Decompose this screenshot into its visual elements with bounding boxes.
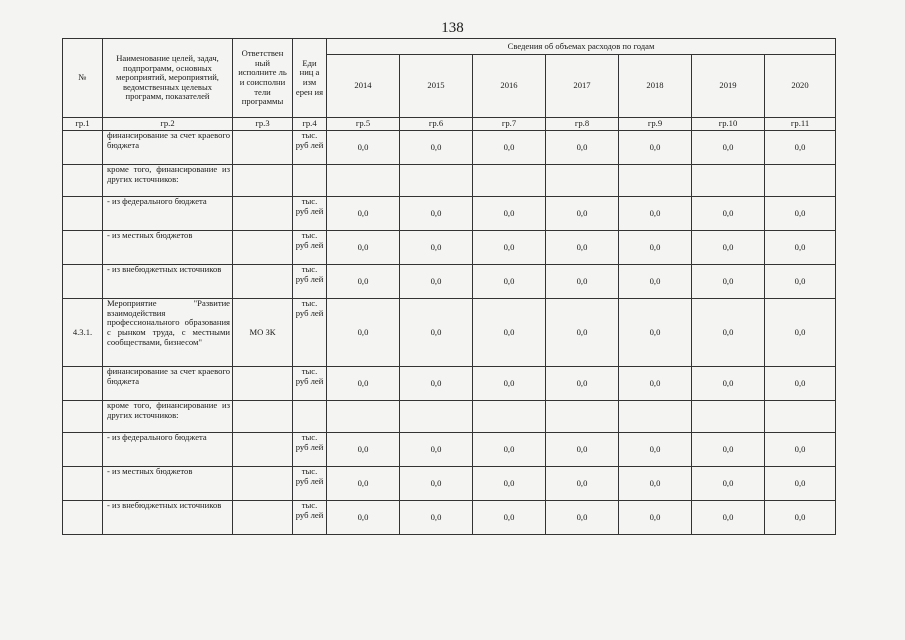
row-value — [327, 401, 400, 433]
row-value — [473, 401, 546, 433]
page-number: 138 — [441, 20, 464, 36]
row-value — [327, 165, 400, 197]
row-value: 0,0 — [546, 467, 619, 501]
row-value — [619, 165, 692, 197]
row-value: 0,0 — [473, 433, 546, 467]
row-value: 0,0 — [765, 131, 836, 165]
row-value: 0,0 — [327, 501, 400, 535]
col-number: гр.9 — [619, 118, 692, 131]
header-year: 2015 — [400, 55, 473, 118]
row-value: 0,0 — [692, 467, 765, 501]
row-value: 0,0 — [546, 501, 619, 535]
row-value — [692, 401, 765, 433]
row-name: кроме того, финансирование из других источников: — [103, 165, 233, 197]
row-name: кроме того, финансирование из других источников: — [103, 401, 233, 433]
row-value: 0,0 — [619, 231, 692, 265]
row-value: 0,0 — [619, 501, 692, 535]
col-number: гр.1 — [63, 118, 103, 131]
row-value: 0,0 — [327, 467, 400, 501]
row-value: 0,0 — [327, 231, 400, 265]
row-responsible — [233, 197, 293, 231]
row-name: Мероприятие "Развитие взаимодействия профессионального образования с рынком труда, с местными сообществами, бизнесом" — [103, 299, 233, 367]
row-responsible — [233, 131, 293, 165]
header-name: Наименование целей, задач, подпрограмм, основных мероприятий, мероприятий, ведомственных целевых программ, показателей — [103, 39, 233, 118]
row-unit — [293, 165, 327, 197]
row-name: - из внебюджетных источников — [103, 501, 233, 535]
header-num: № — [63, 39, 103, 118]
row-value: 0,0 — [765, 197, 836, 231]
header-year: 2014 — [327, 55, 400, 118]
row-value: 0,0 — [400, 231, 473, 265]
table-row — [63, 433, 836, 467]
row-value: 0,0 — [692, 433, 765, 467]
row-value: 0,0 — [400, 367, 473, 401]
row-value: 0,0 — [546, 131, 619, 165]
header-unit: Еди ниц а изм ерен ия — [293, 39, 327, 118]
row-value: 0,0 — [473, 501, 546, 535]
row-value: 0,0 — [692, 197, 765, 231]
row-responsible — [233, 265, 293, 299]
row-number — [63, 231, 103, 265]
row-value — [692, 165, 765, 197]
row-value: 0,0 — [400, 197, 473, 231]
table-row — [63, 231, 836, 265]
row-number — [63, 401, 103, 433]
row-unit: тыс. руб лей — [293, 367, 327, 401]
row-value: 0,0 — [692, 367, 765, 401]
row-value: 0,0 — [400, 501, 473, 535]
col-number: гр.8 — [546, 118, 619, 131]
row-value: 0,0 — [765, 299, 836, 367]
row-value: 0,0 — [327, 131, 400, 165]
row-unit: тыс. руб лей — [293, 467, 327, 501]
row-name: - из федерального бюджета — [103, 197, 233, 231]
row-value — [546, 165, 619, 197]
row-value — [765, 401, 836, 433]
row-value: 0,0 — [400, 467, 473, 501]
row-responsible — [233, 367, 293, 401]
row-value: 0,0 — [546, 433, 619, 467]
col-number: гр.11 — [765, 118, 836, 131]
row-unit — [293, 401, 327, 433]
row-name: - из внебюджетных источников — [103, 265, 233, 299]
row-value: 0,0 — [765, 231, 836, 265]
header-year: 2017 — [546, 55, 619, 118]
row-name: - из местных бюджетов — [103, 467, 233, 501]
row-value: 0,0 — [765, 501, 836, 535]
row-value: 0,0 — [692, 231, 765, 265]
row-value — [473, 165, 546, 197]
row-value: 0,0 — [546, 367, 619, 401]
table-row — [63, 299, 836, 367]
row-value: 0,0 — [327, 433, 400, 467]
row-number — [63, 501, 103, 535]
row-value: 0,0 — [546, 299, 619, 367]
row-value: 0,0 — [546, 265, 619, 299]
row-value: 0,0 — [692, 299, 765, 367]
row-value — [619, 401, 692, 433]
col-number: гр.2 — [103, 118, 233, 131]
row-value: 0,0 — [400, 433, 473, 467]
row-responsible: МО ЗК — [233, 299, 293, 367]
table-row — [63, 401, 836, 433]
row-value: 0,0 — [765, 467, 836, 501]
header-year: 2019 — [692, 55, 765, 118]
row-unit: тыс. руб лей — [293, 231, 327, 265]
row-value: 0,0 — [692, 131, 765, 165]
row-number — [63, 265, 103, 299]
row-value: 0,0 — [765, 367, 836, 401]
row-name: финансирование за счет краевого бюджета — [103, 131, 233, 165]
row-unit: тыс. руб лей — [293, 265, 327, 299]
row-value: 0,0 — [327, 367, 400, 401]
row-unit: тыс. руб лей — [293, 197, 327, 231]
col-number: гр.4 — [293, 118, 327, 131]
table-row — [63, 467, 836, 501]
row-value: 0,0 — [473, 197, 546, 231]
row-value: 0,0 — [692, 265, 765, 299]
header-responsible: Ответствен ный исполните ль и соисполни тели программы — [233, 39, 293, 118]
row-value: 0,0 — [765, 265, 836, 299]
row-responsible — [233, 401, 293, 433]
row-value: 0,0 — [619, 299, 692, 367]
row-value: 0,0 — [546, 197, 619, 231]
row-responsible — [233, 501, 293, 535]
row-value: 0,0 — [400, 131, 473, 165]
row-number: 4.3.1. — [63, 299, 103, 367]
row-number — [63, 165, 103, 197]
row-unit: тыс. руб лей — [293, 299, 327, 367]
row-value — [546, 401, 619, 433]
row-value: 0,0 — [546, 231, 619, 265]
row-value — [765, 165, 836, 197]
budget-table — [62, 38, 836, 535]
row-value: 0,0 — [619, 467, 692, 501]
row-value: 0,0 — [692, 501, 765, 535]
col-number: гр.6 — [400, 118, 473, 131]
row-value: 0,0 — [327, 299, 400, 367]
row-number — [63, 367, 103, 401]
row-value: 0,0 — [400, 265, 473, 299]
row-value: 0,0 — [327, 265, 400, 299]
row-unit: тыс. руб лей — [293, 131, 327, 165]
row-value: 0,0 — [619, 131, 692, 165]
row-value: 0,0 — [619, 433, 692, 467]
row-responsible — [233, 231, 293, 265]
row-number — [63, 467, 103, 501]
row-value: 0,0 — [473, 367, 546, 401]
table-row — [63, 367, 836, 401]
row-value: 0,0 — [473, 467, 546, 501]
col-number: гр.10 — [692, 118, 765, 131]
row-value: 0,0 — [473, 265, 546, 299]
row-responsible — [233, 467, 293, 501]
row-unit: тыс. руб лей — [293, 433, 327, 467]
row-value: 0,0 — [473, 131, 546, 165]
row-name: финансирование за счет краевого бюджета — [103, 367, 233, 401]
table-row — [63, 197, 836, 231]
row-value — [400, 165, 473, 197]
header-year: 2016 — [473, 55, 546, 118]
row-number — [63, 131, 103, 165]
header-expenses: Сведения об объемах расходов по годам — [327, 39, 836, 55]
row-name: - из федерального бюджета — [103, 433, 233, 467]
row-value: 0,0 — [473, 231, 546, 265]
row-unit: тыс. руб лей — [293, 501, 327, 535]
row-value — [400, 401, 473, 433]
row-responsible — [233, 433, 293, 467]
col-number: гр.7 — [473, 118, 546, 131]
header-year: 2018 — [619, 55, 692, 118]
row-value: 0,0 — [327, 197, 400, 231]
row-value: 0,0 — [619, 265, 692, 299]
table-row — [63, 265, 836, 299]
table-row — [63, 131, 836, 165]
row-value: 0,0 — [619, 367, 692, 401]
row-value: 0,0 — [473, 299, 546, 367]
row-number — [63, 197, 103, 231]
row-name: - из местных бюджетов — [103, 231, 233, 265]
row-responsible — [233, 165, 293, 197]
col-number: гр.3 — [233, 118, 293, 131]
row-value: 0,0 — [619, 197, 692, 231]
row-number — [63, 433, 103, 467]
row-value: 0,0 — [765, 433, 836, 467]
table-row — [63, 165, 836, 197]
header-year: 2020 — [765, 55, 836, 118]
row-value: 0,0 — [400, 299, 473, 367]
col-number: гр.5 — [327, 118, 400, 131]
table-row — [63, 501, 836, 535]
